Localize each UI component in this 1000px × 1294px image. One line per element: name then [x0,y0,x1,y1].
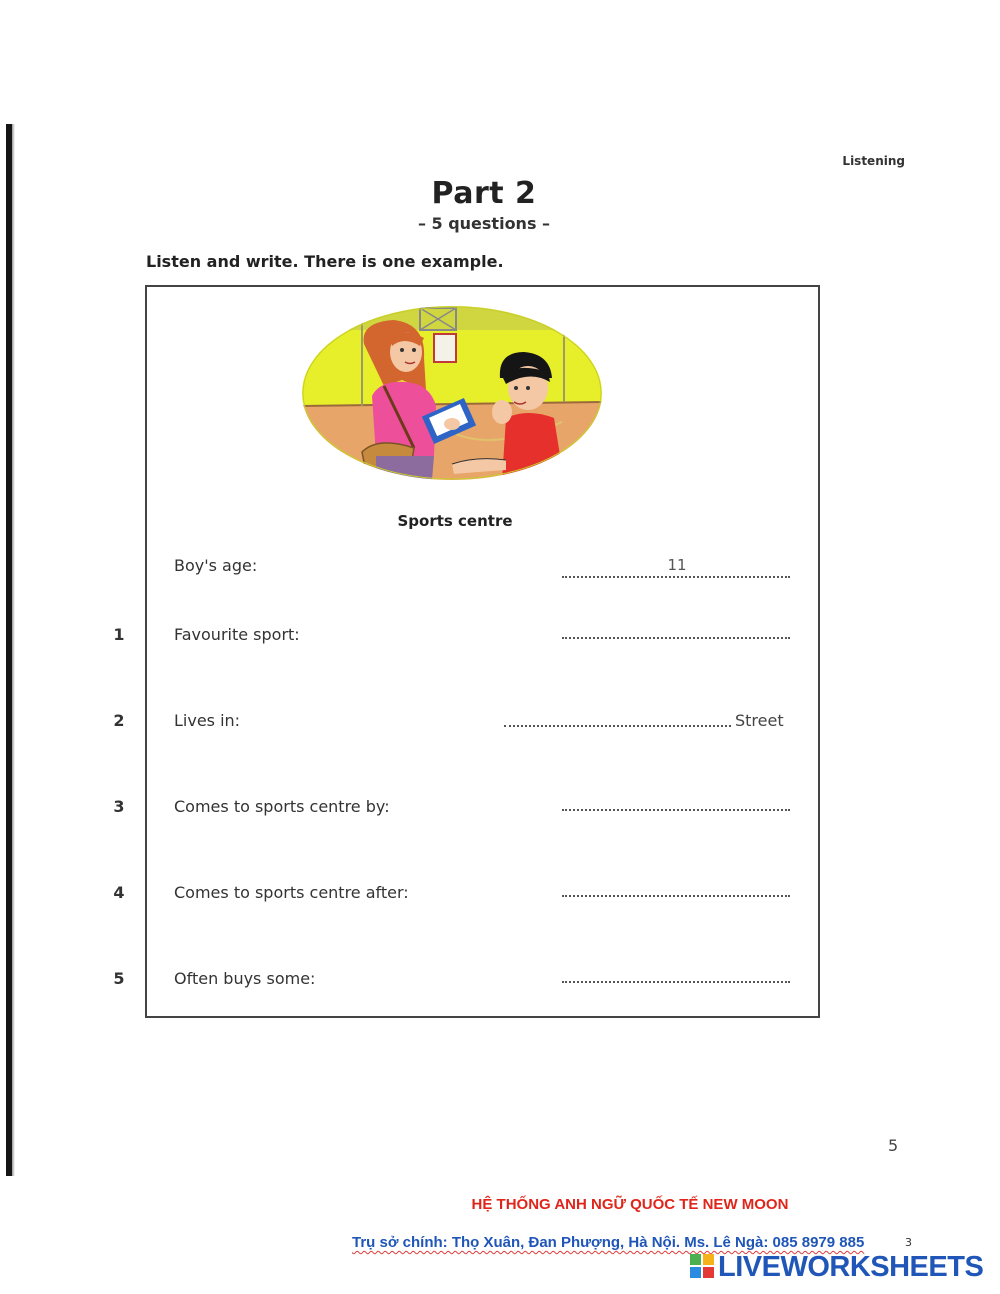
question-label: Comes to sports centre after: [174,883,409,902]
answer-line[interactable] [504,725,731,727]
question-label: Often buys some: [174,969,316,988]
answer-line[interactable] [562,637,790,639]
page-number: 5 [888,1136,899,1155]
scan-edge-shadow [12,124,15,1176]
question-number: 1 [113,625,125,644]
question-number: 3 [113,797,125,816]
question-label: Favourite sport: [174,625,300,644]
liveworksheets-logo-icon [690,1254,714,1278]
question-label: Comes to sports centre by: [174,797,390,816]
example-answer: 11 [667,556,687,574]
footer-organization: HỆ THỐNG ANH NGỮ QUỐC TẾ NEW MOON [471,1196,789,1213]
sports-centre-illustration [302,306,602,480]
part-title: Part 2 [431,176,537,211]
answer-line[interactable] [562,809,790,811]
question-number: 5 [113,969,125,988]
question-count: – 5 questions – [417,214,551,233]
illustration-caption: Sports centre [397,512,513,530]
answer-line[interactable] [562,895,790,897]
question-label: Lives in: [174,711,241,730]
footer-address: Trụ sở chính: Thọ Xuân, Đan Phượng, Hà Nội. Ms. Lê Ngà: 085 8979 885 [352,1234,865,1251]
answer-line[interactable] [562,981,790,983]
instructions: Listen and write. There is one example. [146,252,504,271]
section-label: Listening [842,154,905,168]
street-suffix: Street [735,711,784,730]
question-number: 2 [113,711,125,730]
example-answer-line [562,576,790,578]
liveworksheets-brand: LIVEWORKSHEETS [718,1251,984,1283]
footer-marker: 3 [905,1236,912,1249]
question-number: 4 [113,883,125,902]
example-label: Boy's age: [174,556,258,575]
